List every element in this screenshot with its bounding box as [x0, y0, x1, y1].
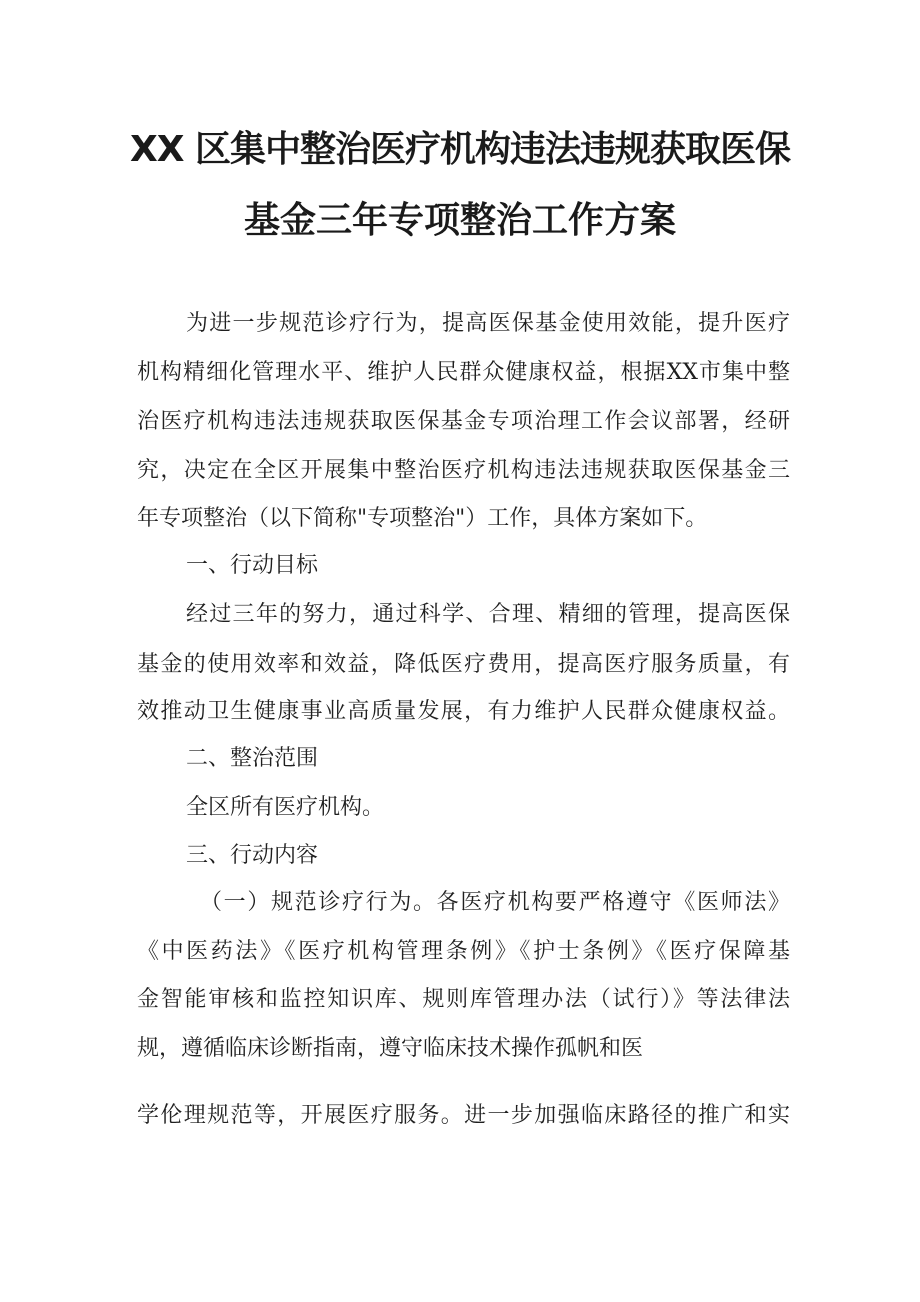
- section-3-line-4: 规，遵循临床诊断指南，遵守临床技术操作孤帆和医: [137, 1036, 644, 1061]
- section-3-line-1: （一）规范诊疗行为。各医疗机构要严格遵守《医师法》: [200, 890, 790, 915]
- intro-line-4: 究，决定在全区开展集中整治医疗机构违法违规获取医保基金三: [137, 458, 790, 483]
- section-1-line-1: 经过三年的努力，通过科学、合理、精细的管理，提高医保: [186, 602, 790, 627]
- section-1-heading: 一、行动目标: [186, 553, 319, 578]
- section-3-continuation: 学伦理规范等，开展医疗服务。进一步加强临床路径的推广和实: [137, 1103, 790, 1128]
- document-title-line-2: 基金三年专项整治工作方案: [243, 200, 676, 241]
- intro-line-3: 治医疗机构违法违规获取医保基金专项治理工作会议部署，经研: [137, 409, 790, 434]
- intro-line-2: 机构精细化管理水平、维护人民群众健康权益，根据XX市集中整: [137, 360, 790, 385]
- section-2-text: 全区所有医疗机构。: [186, 795, 385, 820]
- section-3-heading: 三、行动内容: [186, 843, 319, 868]
- document-title-line-1: XX 区集中整治医疗机构违法违规获取医保: [129, 129, 791, 170]
- section-1-line-3: 效推动卫生健康事业高质量发展，有力维护人民群众健康权益。: [137, 699, 790, 724]
- section-2-heading: 二、整治范围: [186, 746, 319, 771]
- intro-line-1: 为进一步规范诊疗行为，提高医保基金使用效能，提升医疗: [186, 311, 790, 336]
- intro-line-5: 年专项整治（以下简称"专项整治"）工作，具体方案如下。: [137, 506, 708, 531]
- section-3-line-2: 《中医药法》《医疗机构管理条例》《护士条例》《医疗保障基: [137, 939, 790, 964]
- section-3-line-3: 金智能审核和监控知识库、规则库管理办法（试行）》等法律法: [137, 987, 790, 1012]
- section-1-line-2: 基金的使用效率和效益，降低医疗费用，提高医疗服务质量，有: [137, 652, 790, 677]
